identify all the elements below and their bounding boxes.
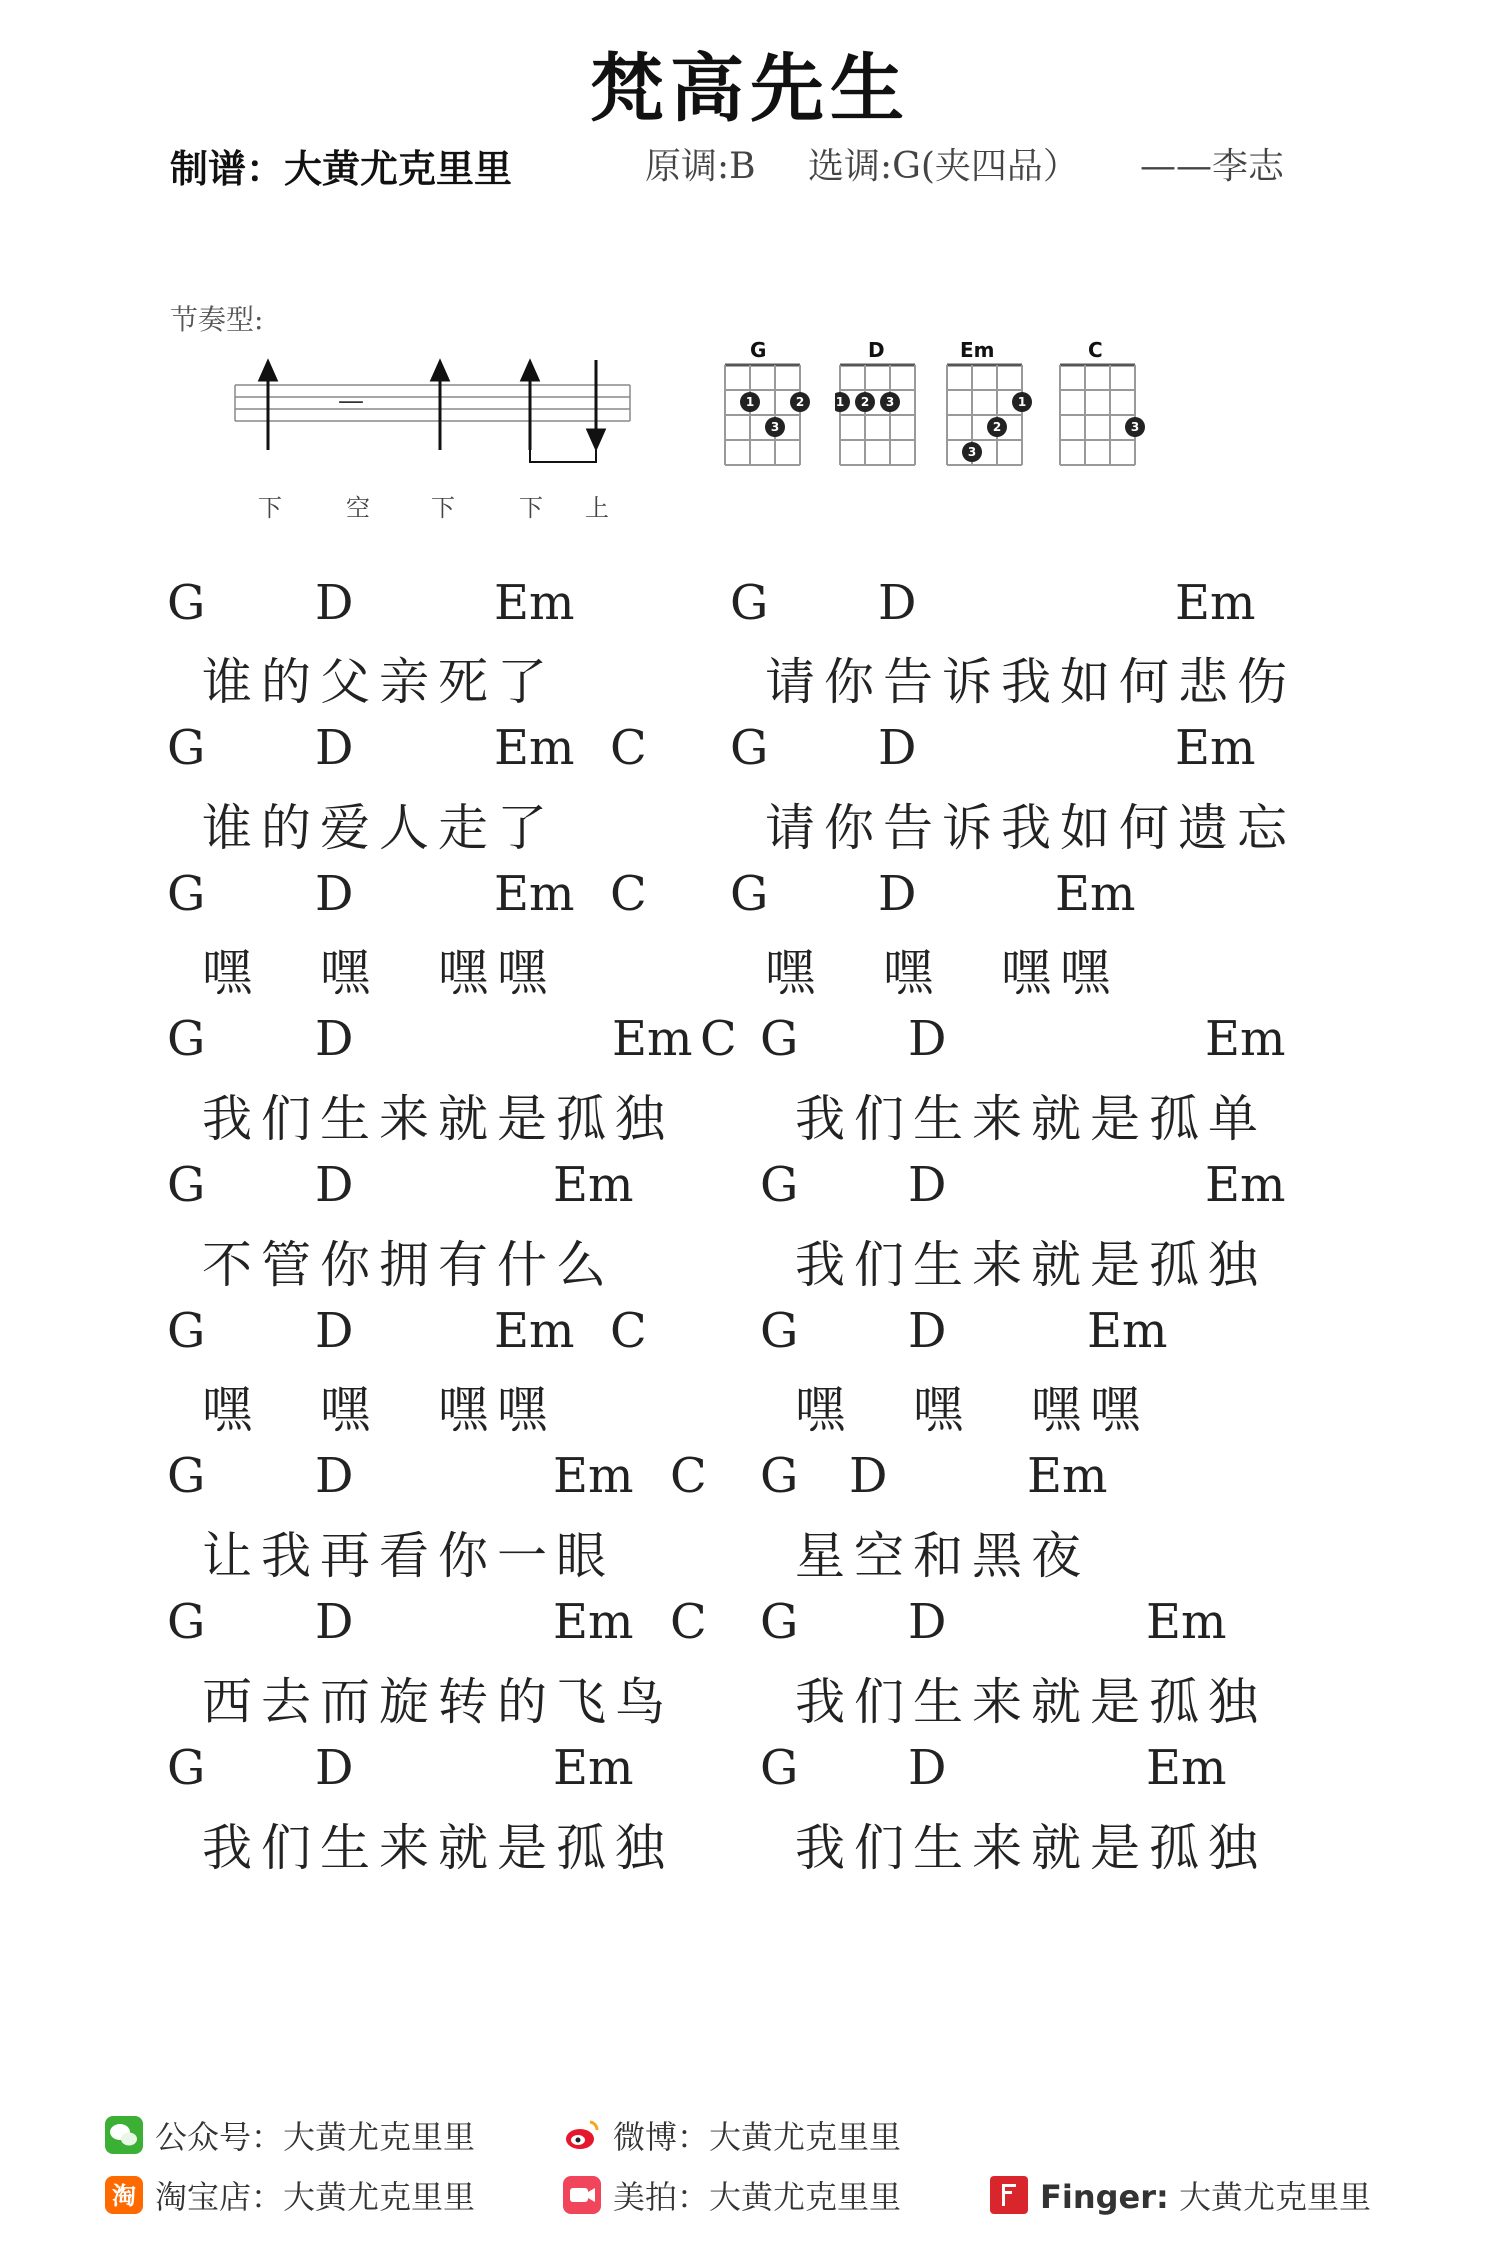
lyric-line-5 (0, 1225, 1500, 1295)
chord: D (315, 575, 354, 631)
lyric: 我们生来就是孤单 (795, 1090, 1267, 1148)
chord: G (167, 1303, 206, 1359)
song-title: 梵高先生 (590, 46, 910, 132)
lyric-line-6 (0, 1370, 1500, 1440)
finger-number: 1 (835, 395, 845, 409)
weibo-icon (563, 2116, 601, 2154)
chord-diagram-name: C (1088, 338, 1103, 362)
chord: G (730, 575, 769, 631)
chord-line-7 (0, 1448, 1500, 1518)
strum-mark: 下 (519, 494, 543, 522)
chord: Em (612, 1011, 693, 1067)
finger-app-icon (990, 2176, 1028, 2214)
chord-line-9 (0, 1740, 1500, 1810)
strum-mark: 空 (346, 494, 370, 522)
chord: D (315, 1303, 354, 1359)
footer-wechat[interactable] (105, 2110, 475, 2160)
chord-diagram-c (1055, 340, 1145, 475)
finger-number: 3 (967, 445, 977, 459)
chord-line-2 (0, 720, 1500, 790)
finger-number: 2 (860, 395, 870, 409)
chord-line-8 (0, 1594, 1500, 1664)
strum-mark: 下 (258, 494, 282, 522)
lyric: 嘿 (320, 1381, 379, 1439)
lyric-line-8 (0, 1662, 1500, 1732)
original-key: 原调:B (645, 146, 756, 187)
chord: D (908, 1011, 947, 1067)
lyric-line-3 (0, 933, 1500, 1003)
lyric: 西去而旋转的飞鸟 (202, 1673, 674, 1731)
chord-line-1 (0, 575, 1500, 645)
chord: G (167, 1448, 206, 1504)
down-strum-arrowhead (260, 362, 276, 380)
lyric-line-2 (0, 788, 1500, 858)
chord: Em (553, 1157, 634, 1213)
chord: D (908, 1740, 947, 1796)
chord: C (700, 1011, 737, 1067)
chord-diagram-name: Em (960, 338, 995, 362)
lyric: 嘿 (202, 1381, 261, 1439)
lyric: 嘿 (765, 944, 824, 1002)
up-strum-arrowhead (588, 430, 604, 448)
taobao-icon (105, 2176, 143, 2214)
chord: G (760, 1740, 799, 1796)
lyric: 嘿嘿 (1031, 1381, 1149, 1439)
lyric: 星空和黑夜 (795, 1527, 1090, 1585)
chord: G (167, 575, 206, 631)
chord-line-4 (0, 1011, 1500, 1081)
chord: Em (494, 866, 575, 922)
chord: D (849, 1448, 888, 1504)
lyric: 让我再看你一眼 (202, 1527, 615, 1585)
chord: D (908, 1157, 947, 1213)
rhythm-label: 节奏型: (170, 303, 264, 336)
weibo-account: 微博：大黄尤克里里 (613, 2118, 902, 2156)
chord-line-3 (0, 866, 1500, 936)
chord: Em (1175, 575, 1256, 631)
chord: G (167, 1740, 206, 1796)
chord: G (760, 1448, 799, 1504)
chord: G (760, 1157, 799, 1213)
chord-diagram-d (835, 340, 925, 475)
chord: G (167, 720, 206, 776)
lyric: 我们生来就是孤独 (795, 1673, 1267, 1731)
chord: Em (553, 1594, 634, 1650)
chord: Em (1055, 866, 1136, 922)
meipai-account: 美拍：大黄尤克里里 (613, 2178, 902, 2216)
chord: G (167, 1011, 206, 1067)
finger-number: 1 (1017, 395, 1027, 409)
footer-social-links (0, 2090, 1500, 2240)
svg-text:淘: 淘 (112, 2182, 136, 2210)
chord: D (878, 575, 917, 631)
chord-diagram-g (720, 340, 810, 475)
chord: Em (1175, 720, 1256, 776)
chord: D (908, 1303, 947, 1359)
chord: C (670, 1448, 707, 1504)
lyric: 嘿 (320, 944, 379, 1002)
chord: C (610, 866, 647, 922)
chord: D (315, 1011, 354, 1067)
lyric: 嘿嘿 (438, 1381, 556, 1439)
chord: G (167, 866, 206, 922)
artist-credit: ——李志 (1140, 146, 1285, 187)
finger-number: 2 (795, 395, 805, 409)
lyric-line-7 (0, 1516, 1500, 1586)
chord: D (315, 1594, 354, 1650)
footer-taobao[interactable] (105, 2170, 475, 2220)
chord: Em (553, 1448, 634, 1504)
chord-diagram-em (942, 340, 1032, 475)
chord: D (315, 866, 354, 922)
chord-diagram-name: G (750, 338, 767, 362)
chord: Em (494, 575, 575, 631)
chord-line-6 (0, 1303, 1500, 1373)
wechat-icon (105, 2116, 143, 2154)
eighth-beam (530, 450, 596, 462)
lyric: 谁的爱人走了 (202, 799, 556, 857)
chord: Em (1146, 1594, 1227, 1650)
finger-number: 3 (885, 395, 895, 409)
footer-weibo[interactable] (563, 2110, 901, 2160)
lyric: 不管你拥有什么 (202, 1236, 615, 1294)
taobao-account: 淘宝店：大黄尤克里里 (155, 2178, 476, 2216)
chord: G (167, 1594, 206, 1650)
finger-label: Finger: (1040, 2178, 1169, 2216)
chord: Em (494, 720, 575, 776)
chord: Em (494, 1303, 575, 1359)
chord: G (730, 720, 769, 776)
chord-line-5 (0, 1157, 1500, 1227)
down-strum-arrowhead (522, 362, 538, 380)
chord: G (760, 1303, 799, 1359)
song-meta (170, 138, 1370, 198)
chord: Em (1027, 1448, 1108, 1504)
chord: D (878, 720, 917, 776)
lyric: 谁的父亲死了 (202, 653, 556, 711)
selected-key: 选调:G(夹四品） (808, 146, 1079, 187)
strum-mark: 下 (431, 494, 455, 522)
chord: Em (553, 1740, 634, 1796)
lyric-line-9 (0, 1808, 1500, 1878)
lyric: 嘿 (913, 1381, 972, 1439)
chord-diagram-name: D (868, 338, 885, 362)
lyric: 我们生来就是孤独 (795, 1236, 1267, 1294)
chord: D (315, 720, 354, 776)
wechat-account: 公众号：大黄尤克里里 (155, 2118, 476, 2156)
chord: Em (1205, 1157, 1286, 1213)
chord: Em (1146, 1740, 1227, 1796)
finger-number: 3 (770, 420, 780, 434)
footer-finger[interactable] (990, 2170, 1371, 2220)
chord: C (670, 1594, 707, 1650)
lyric: 嘿 (883, 944, 942, 1002)
strum-mark: 上 (585, 494, 609, 522)
finger-number: 3 (1130, 420, 1140, 434)
lyric: 嘿 (795, 1381, 854, 1439)
down-strum-arrowhead (432, 362, 448, 380)
chord: G (167, 1157, 206, 1213)
lyric: 我们生来就是孤独 (202, 1090, 674, 1148)
meipai-icon (563, 2176, 601, 2214)
chord: D (315, 1740, 354, 1796)
chord: C (610, 720, 647, 776)
rest-symbol: — (338, 386, 364, 416)
rhythm-pattern-diagram (230, 350, 640, 480)
lyric: 嘿 (202, 944, 261, 1002)
lyric-line-1 (0, 642, 1500, 712)
lyric-line-4 (0, 1079, 1500, 1149)
lyric: 请你告诉我如何遗忘 (765, 799, 1296, 857)
chord: Em (1087, 1303, 1168, 1359)
lyric: 嘿嘿 (1001, 944, 1119, 1002)
finger-number: 2 (992, 420, 1002, 434)
chord: Em (1205, 1011, 1286, 1067)
finger-account: 大黄尤克里里 (1178, 2178, 1371, 2216)
chord: D (315, 1448, 354, 1504)
chord: D (878, 866, 917, 922)
chord: D (908, 1594, 947, 1650)
chord: C (610, 1303, 647, 1359)
footer-meipai[interactable] (563, 2170, 901, 2220)
chord: D (315, 1157, 354, 1213)
lyric: 嘿嘿 (438, 944, 556, 1002)
chord: G (760, 1011, 799, 1067)
finger-number: 1 (745, 395, 755, 409)
lyric: 我们生来就是孤独 (795, 1819, 1267, 1877)
chord: G (760, 1594, 799, 1650)
lyric: 我们生来就是孤独 (202, 1819, 674, 1877)
chord: G (730, 866, 769, 922)
arranger-credit: 制谱：大黄尤克里里 (170, 147, 513, 191)
lyric: 请你告诉我如何悲伤 (765, 653, 1296, 711)
